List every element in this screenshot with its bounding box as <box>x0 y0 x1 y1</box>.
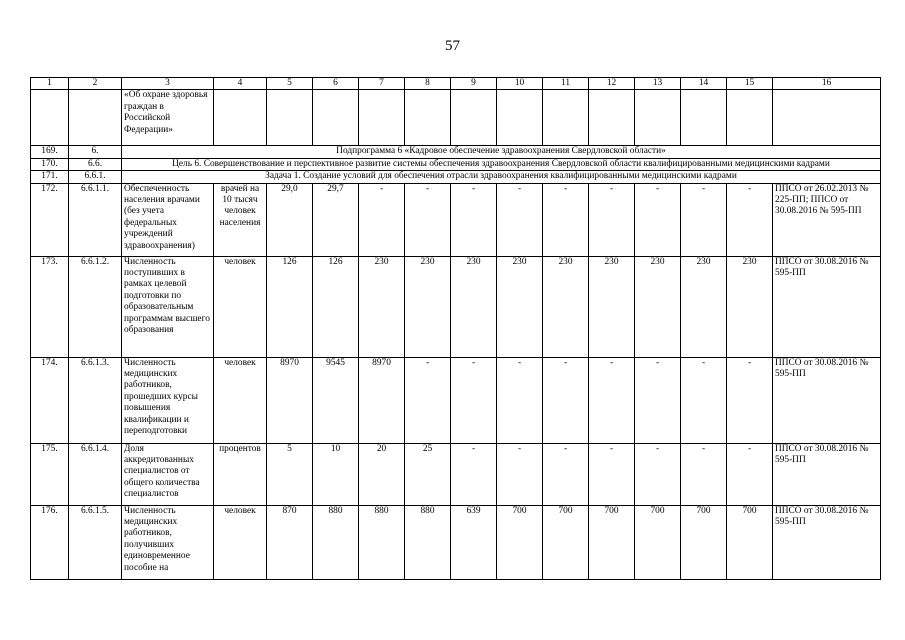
column-header: 9 <box>451 78 497 90</box>
goal-row <box>31 158 881 170</box>
value-cell: - <box>589 183 635 256</box>
value-cell: 700 <box>543 505 589 579</box>
source-cell: ППСО от 30.08.2016 № 595-ПП <box>773 443 881 505</box>
column-header: 5 <box>267 78 313 90</box>
indicator-row-172 <box>31 183 881 256</box>
indicator-name: «Об охране здоровья граждан в Российской Федерации» <box>122 90 214 146</box>
value-cell: - <box>589 443 635 505</box>
task-row <box>31 171 881 183</box>
row-number: 174. <box>31 357 69 443</box>
unit-cell: человек <box>214 256 267 357</box>
indicator-name: Численность поступивших в рамках целевой подготовки по образовательным программам высшего образования <box>122 256 214 357</box>
column-header: 15 <box>727 78 773 90</box>
value-cell: 9545 <box>313 357 359 443</box>
goal-title: Цель 6. Совершенствование и перспективное развитие системы обеспечения здравоохранения Свердловской области квалифицированными медицинскими кадрами <box>122 158 881 170</box>
value-cell: 639 <box>451 505 497 579</box>
value-cell: 700 <box>727 505 773 579</box>
row-number: 169. <box>31 146 69 158</box>
unit-cell: человек <box>214 357 267 443</box>
value-cell: 230 <box>543 256 589 357</box>
value-cell: 29,0 <box>267 183 313 256</box>
row-number: 176. <box>31 505 69 579</box>
indicator-row-174 <box>31 357 881 443</box>
value-cell: 700 <box>681 505 727 579</box>
value-cell: - <box>635 357 681 443</box>
column-header: 12 <box>589 78 635 90</box>
value-cell: 5 <box>267 443 313 505</box>
indicator-name: Численность медицинских работников, прошедших курсы повышения квалификации и переподготовки <box>122 357 214 443</box>
value-cell: 126 <box>313 256 359 357</box>
value-cell: 870 <box>267 505 313 579</box>
continuation-row <box>31 90 881 146</box>
row-code: 6.6.1.2. <box>69 256 122 357</box>
column-header: 11 <box>543 78 589 90</box>
value-cell: - <box>405 357 451 443</box>
value-cell: - <box>359 183 405 256</box>
task-title: Задача 1. Создание условий для обеспечения отрасли здравоохранения квалифицированными медицинскими кадрами <box>122 171 881 183</box>
value-cell: - <box>497 443 543 505</box>
column-header: 6 <box>313 78 359 90</box>
row-code: 6.6.1.5. <box>69 505 122 579</box>
value-cell: 700 <box>589 505 635 579</box>
indicator-name: Доля аккредитованных специалистов от общего количества специалистов <box>122 443 214 505</box>
value-cell: 20 <box>359 443 405 505</box>
value-cell: - <box>681 443 727 505</box>
column-header: 13 <box>635 78 681 90</box>
value-cell: - <box>727 443 773 505</box>
column-header: 2 <box>69 78 122 90</box>
value-cell: - <box>497 357 543 443</box>
column-header: 1 <box>31 78 69 90</box>
value-cell: - <box>451 183 497 256</box>
column-header: 10 <box>497 78 543 90</box>
value-cell: 880 <box>359 505 405 579</box>
value-cell: - <box>727 183 773 256</box>
indicator-row-173 <box>31 256 881 357</box>
column-header: 14 <box>681 78 727 90</box>
row-code: 6.6. <box>69 158 122 170</box>
value-cell: 700 <box>497 505 543 579</box>
value-cell: 29,7 <box>313 183 359 256</box>
column-header: 7 <box>359 78 405 90</box>
row-code: 6. <box>69 146 122 158</box>
column-header: 4 <box>214 78 267 90</box>
value-cell: 700 <box>635 505 681 579</box>
row-number: 172. <box>31 183 69 256</box>
value-cell: - <box>451 357 497 443</box>
value-cell: 126 <box>267 256 313 357</box>
indicator-name: Обеспеченность населения врачами (без учета федеральных учреждений здравоохранения) <box>122 183 214 256</box>
row-number: 171. <box>31 171 69 183</box>
column-header: 8 <box>405 78 451 90</box>
source-cell: ППСО от 30.08.2016 № 595-ПП <box>773 357 881 443</box>
value-cell: 230 <box>727 256 773 357</box>
value-cell: - <box>543 357 589 443</box>
value-cell: 25 <box>405 443 451 505</box>
value-cell: - <box>681 183 727 256</box>
value-cell: - <box>635 183 681 256</box>
indicator-row-176 <box>31 505 881 579</box>
row-number: 170. <box>31 158 69 170</box>
indicator-name: Численность медицинских работников, получивших единовременное пособие на <box>122 505 214 579</box>
value-cell: 230 <box>635 256 681 357</box>
value-cell: 880 <box>313 505 359 579</box>
row-number: 175. <box>31 443 69 505</box>
subprogram-row <box>31 146 881 158</box>
value-cell: - <box>543 443 589 505</box>
unit-cell: процентов <box>214 443 267 505</box>
value-cell: - <box>497 183 543 256</box>
value-cell: 230 <box>451 256 497 357</box>
indicator-table <box>30 77 881 580</box>
value-cell: - <box>405 183 451 256</box>
value-cell: - <box>451 443 497 505</box>
value-cell: 8970 <box>267 357 313 443</box>
page-number: 57 <box>445 38 460 54</box>
value-cell: 230 <box>589 256 635 357</box>
row-number: 173. <box>31 256 69 357</box>
column-number-row <box>31 78 881 90</box>
value-cell: - <box>635 443 681 505</box>
value-cell: - <box>727 357 773 443</box>
row-code: 6.6.1.1. <box>69 183 122 256</box>
subprogram-title: Подпрограмма 6 «Кадровое обеспечение здравоохранения Свердловской области» <box>122 146 881 158</box>
row-code: 6.6.1.3. <box>69 357 122 443</box>
row-code: 6.6.1.4. <box>69 443 122 505</box>
value-cell: 230 <box>405 256 451 357</box>
column-header: 3 <box>122 78 214 90</box>
source-cell: ППСО от 30.08.2016 № 595-ПП <box>773 505 881 579</box>
value-cell: 8970 <box>359 357 405 443</box>
value-cell: 10 <box>313 443 359 505</box>
column-header: 16 <box>773 78 881 90</box>
row-code: 6.6.1. <box>69 171 122 183</box>
source-cell: ППСО от 30.08.2016 № 595-ПП <box>773 256 881 357</box>
indicator-row-175 <box>31 443 881 505</box>
source-cell: ППСО от 26.02.2013 № 225-ПП; ППСО от 30.08.2016 № 595-ПП <box>773 183 881 256</box>
value-cell: 230 <box>359 256 405 357</box>
value-cell: - <box>543 183 589 256</box>
value-cell: 880 <box>405 505 451 579</box>
value-cell: - <box>681 357 727 443</box>
unit-cell: человек <box>214 505 267 579</box>
value-cell: - <box>589 357 635 443</box>
value-cell: 230 <box>681 256 727 357</box>
unit-cell: врачей на 10 тысяч человек населения <box>214 183 267 256</box>
value-cell: 230 <box>497 256 543 357</box>
